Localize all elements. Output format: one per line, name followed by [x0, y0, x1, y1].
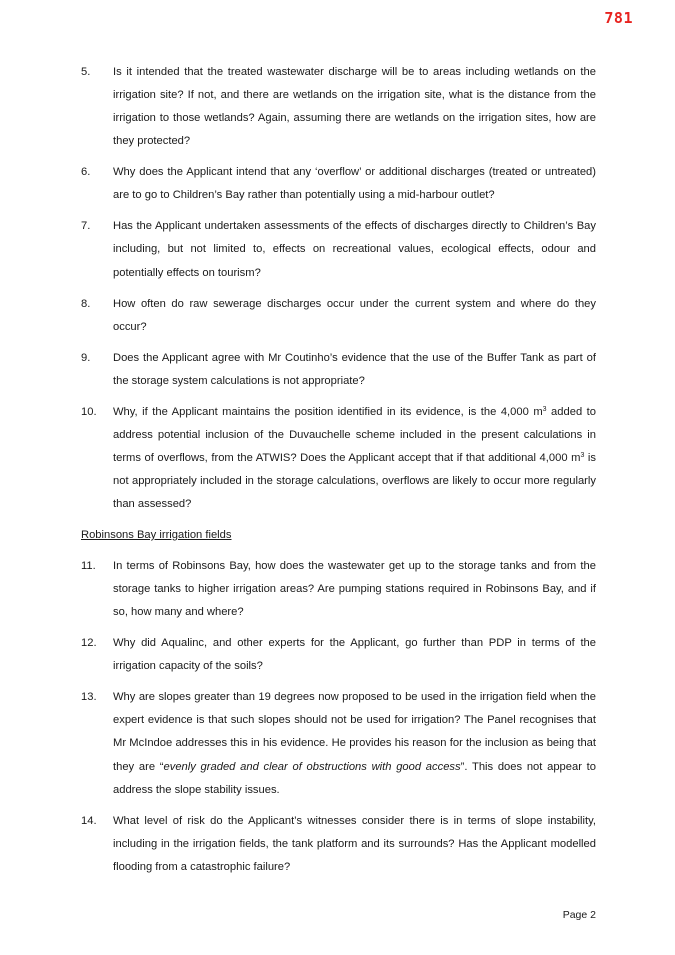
- question-number: 14.: [81, 814, 97, 827]
- question-number: 10.: [81, 405, 97, 418]
- question-number: 8.: [81, 297, 91, 310]
- question-text: [113, 161, 596, 207]
- question-text: [113, 555, 596, 624]
- text-segment: Has the Applicant undertaken assessments of the effects of discharges directly to Children’s Bay including, but not limited to, effects on recreational values, ecological effects, odour and potentially effects on tourism?: [113, 220, 596, 279]
- question-text: [113, 293, 596, 339]
- question-item: [81, 61, 596, 153]
- question-text: [113, 810, 596, 879]
- question-number: 11.: [81, 560, 96, 573]
- question-number: 5.: [81, 66, 91, 78]
- question-number: 6.: [81, 166, 91, 179]
- text-segment: Why did Aqualinc, and other experts for the Applicant, go further than PDP in terms of the irrigation capacity of the soils?: [113, 637, 596, 673]
- text-segment: Is it intended that the treated wastewater discharge will be to areas including wetlands on the irrigation site? If not, and there are wetlands on the irrigation site, what is the distance from the irrigation to those wetlands? Again, assuming there are wetlands on the irrigation sites, how are they protected?: [113, 66, 596, 148]
- question-item: [81, 810, 596, 879]
- text-segment: is not appropriately included in the storage calculations, overflows are likely to occur more regularly than assessed?: [113, 451, 597, 511]
- page-stamp-number: 781: [604, 9, 633, 27]
- text-segment: ”. This does not appear to address the slope stability issues.: [113, 760, 596, 796]
- question-item: [81, 686, 596, 801]
- question-item: [81, 293, 596, 339]
- question-list: [81, 61, 596, 516]
- question-item: [81, 161, 596, 207]
- question-item: [81, 632, 596, 678]
- text-segment: added to address potential inclusion of the Duvauchelle scheme included in the present calculations in terms of overflows, from the ATWIS? Does the Applicant accept that if that additional 4,000 m: [113, 405, 596, 464]
- text-segment: How often do raw sewerage discharges occur under the current system and where do they occur?: [113, 297, 596, 333]
- question-item: [81, 215, 596, 284]
- question-item: [81, 401, 596, 516]
- text-segment: In terms of Robinsons Bay, how does the wastewater get up to the storage tanks and from the storage tanks to higher irrigation areas? Are pumping stations required in Robinsons Bay, and if so, how many and where?: [113, 560, 596, 619]
- page-footer: Page 2: [562, 909, 596, 921]
- question-text: [113, 632, 596, 678]
- superscript: 3: [580, 451, 585, 459]
- quoted-emphasis: evenly graded and clear of obstructions with good access: [163, 760, 461, 773]
- superscript: 3: [542, 405, 547, 413]
- question-number: 7.: [81, 220, 91, 233]
- question-text: [113, 347, 596, 393]
- question-number: 13.: [81, 691, 97, 704]
- text-segment: Why, if the Applicant maintains the position identified in its evidence, is the 4,000 m: [113, 405, 543, 418]
- question-item: [81, 555, 596, 624]
- text-segment: What level of risk do the Applicant’s witnesses consider there is in terms of slope instability, including in the irrigation fields, the tank platform and its surrounds? Has the Applicant modelled flooding from a catastrophic failure?: [113, 814, 596, 873]
- document-body: [81, 61, 596, 887]
- question-text: [113, 401, 596, 516]
- question-number: 9.: [81, 351, 91, 364]
- question-list: [81, 555, 596, 879]
- question-item: [81, 347, 596, 393]
- question-text: [113, 215, 596, 284]
- text-segment: Does the Applicant agree with Mr Coutinho’s evidence that the use of the Buffer Tank as part of the storage system calculations is not appropriate?: [113, 351, 596, 387]
- section-heading: Robinsons Bay irrigation fields: [81, 529, 232, 542]
- question-number: 12.: [81, 637, 97, 650]
- text-segment: Why does the Applicant intend that any ‘overflow’ or additional discharges (treated or untreated) are to go to Children’s Bay rather than potentially using a mid-harbour outlet?: [113, 166, 596, 202]
- question-text: [113, 61, 596, 153]
- text-segment: Why are slopes greater than 19 degrees now proposed to be used in the irrigation field when the expert evidence is that such slopes should not be used for irrigation? The Panel recognises that Mr McIndoe addresses this in his evidence. He provides his reason for the inclusion as being that they are “: [113, 691, 596, 773]
- question-text: [113, 686, 596, 801]
